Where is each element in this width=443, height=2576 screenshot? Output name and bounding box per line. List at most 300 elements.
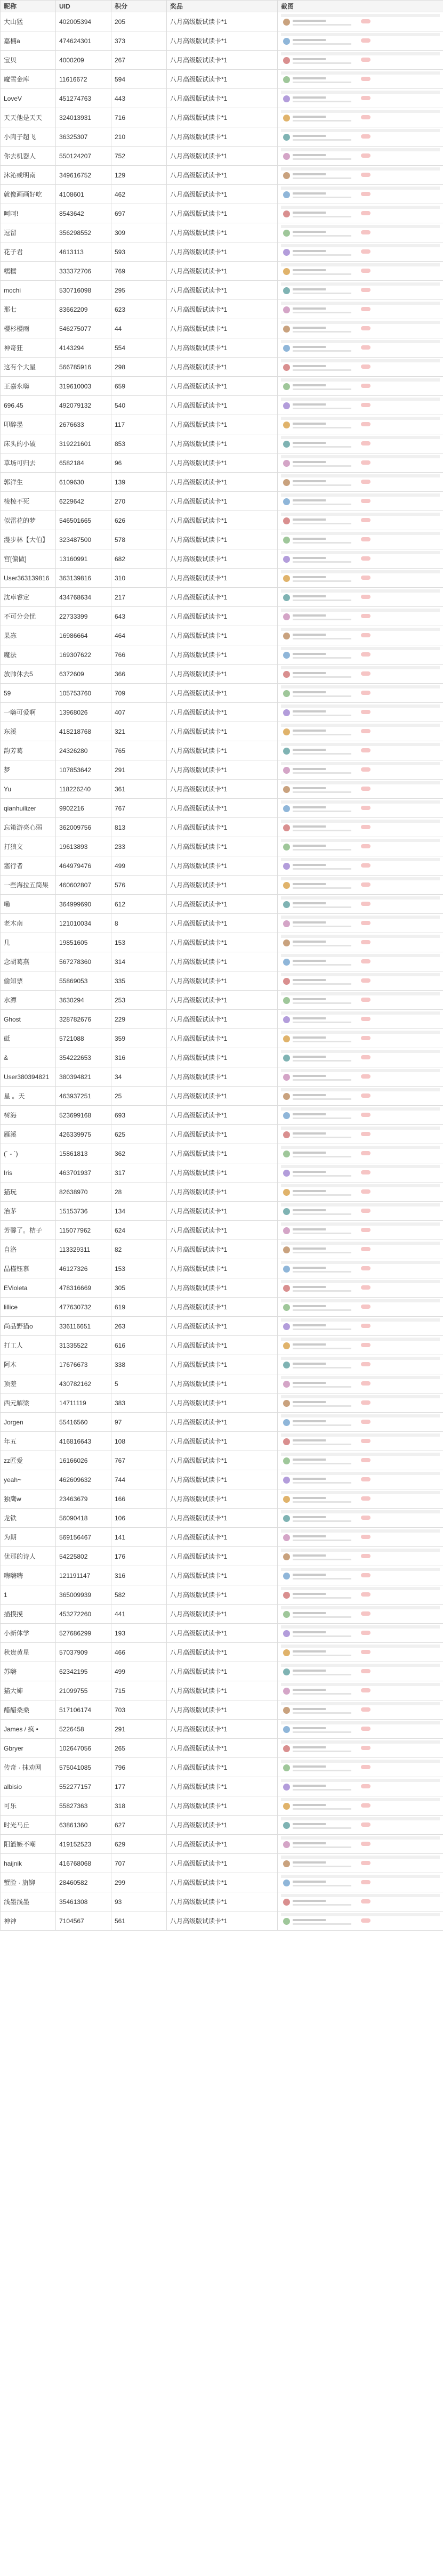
screenshot-cell xyxy=(278,204,443,223)
score-cell: 316 xyxy=(111,1048,167,1067)
nickname-cell: James / 疯 • xyxy=(1,1720,56,1739)
thumbnail-name-line xyxy=(293,941,326,943)
uid-cell: 54225802 xyxy=(56,1547,111,1566)
uid-cell: 28460582 xyxy=(56,1873,111,1892)
thumbnail-comment-line xyxy=(293,1079,351,1081)
header-reward: 奖品 xyxy=(167,1,278,12)
thumbnail-name-line xyxy=(293,423,326,425)
thumbnail-name-line xyxy=(293,1765,326,1768)
table-row xyxy=(1,223,443,242)
score-cell: 291 xyxy=(111,1720,167,1739)
reward-cell: 八月高级版试读卡*1 xyxy=(167,415,278,434)
avatar xyxy=(283,1668,290,1675)
uid-cell: 6582184 xyxy=(56,453,111,473)
thumbnail-comment-line xyxy=(293,1367,351,1368)
nickname-cell: 樱杉樱雨 xyxy=(1,319,56,338)
thumbnail-topbar xyxy=(281,417,440,420)
table-row xyxy=(1,1873,443,1892)
table-row xyxy=(1,1643,443,1662)
avatar xyxy=(283,1553,290,1560)
thumbnail-badge xyxy=(361,1036,370,1040)
thumbnail-name-line xyxy=(293,691,326,693)
table-row xyxy=(1,281,443,300)
uid-cell: 36325307 xyxy=(56,127,111,147)
score-cell: 769 xyxy=(111,262,167,281)
nickname-cell: EVioleta xyxy=(1,1278,56,1298)
thumbnail-badge xyxy=(361,1669,370,1673)
table-row xyxy=(1,1700,443,1720)
thumbnail-badge xyxy=(361,633,370,637)
thumbnail-comment-line xyxy=(293,1731,351,1733)
reward-cell: 八月高级版试读卡*1 xyxy=(167,1605,278,1624)
nickname-cell: 阳篮嫉不嘲 xyxy=(1,1835,56,1854)
thumbnail-topbar xyxy=(281,1894,440,1897)
thumbnail-comment-line xyxy=(293,1540,351,1541)
screenshot-cell xyxy=(278,70,443,89)
thumbnail-topbar xyxy=(281,1798,440,1801)
avatar xyxy=(283,1457,290,1464)
thumbnail-name-line xyxy=(293,1094,326,1096)
score-cell: 177 xyxy=(111,1777,167,1796)
uid-cell: 5226458 xyxy=(56,1720,111,1739)
thumbnail-topbar xyxy=(281,800,440,804)
score-cell: 697 xyxy=(111,204,167,223)
thumbnail-badge xyxy=(361,1631,370,1635)
screenshot-cell xyxy=(278,856,443,876)
reward-cell: 八月高级版试读卡*1 xyxy=(167,1528,278,1547)
screenshot-thumbnail xyxy=(281,1645,440,1660)
thumbnail-topbar xyxy=(281,1146,440,1149)
reward-cell: 八月高级版试读卡*1 xyxy=(167,1547,278,1566)
avatar xyxy=(283,1592,290,1599)
nickname-cell: 小新体学 xyxy=(1,1624,56,1643)
nickname-cell: 打工人 xyxy=(1,1336,56,1355)
thumbnail-comment-line xyxy=(293,1309,351,1311)
table-row xyxy=(1,1067,443,1087)
uid-cell: 2676633 xyxy=(56,415,111,434)
thumbnail-badge xyxy=(361,863,370,868)
thumbnail-comment-line xyxy=(293,1156,351,1157)
avatar xyxy=(283,345,290,352)
thumbnail-badge xyxy=(361,537,370,541)
avatar xyxy=(283,1246,290,1253)
reward-cell: 八月高级版试读卡*1 xyxy=(167,223,278,242)
table-row xyxy=(1,1221,443,1240)
thumbnail-badge xyxy=(361,921,370,925)
thumbnail-topbar xyxy=(281,1510,440,1513)
table-row xyxy=(1,1278,443,1298)
screenshot-thumbnail xyxy=(281,14,440,30)
thumbnail-topbar xyxy=(281,1779,440,1782)
avatar xyxy=(283,306,290,313)
screenshot-cell xyxy=(278,1528,443,1547)
thumbnail-badge xyxy=(361,1573,370,1577)
thumbnail-comment-line xyxy=(293,1444,351,1445)
score-cell: 316 xyxy=(111,1566,167,1585)
screenshot-thumbnail xyxy=(281,91,440,107)
uid-cell: 55869053 xyxy=(56,971,111,991)
thumbnail-name-line xyxy=(293,1881,326,1883)
table-row xyxy=(1,1892,443,1911)
screenshot-cell xyxy=(278,722,443,741)
reward-cell: 八月高级版试读卡*1 xyxy=(167,588,278,607)
thumbnail-badge xyxy=(361,1707,370,1712)
thumbnail-name-line xyxy=(293,231,326,233)
nickname-cell: 神奇狂 xyxy=(1,338,56,358)
uid-cell: 17676673 xyxy=(56,1355,111,1374)
avatar xyxy=(283,1342,290,1349)
thumbnail-badge xyxy=(361,978,370,983)
screenshot-cell xyxy=(278,300,443,319)
screenshot-cell xyxy=(278,588,443,607)
table-row xyxy=(1,1298,443,1317)
screenshot-thumbnail xyxy=(281,647,440,663)
thumbnail-badge xyxy=(361,364,370,369)
avatar xyxy=(283,268,290,275)
screenshot-thumbnail xyxy=(281,1760,440,1776)
reward-cell: 八月高级版试读卡*1 xyxy=(167,319,278,338)
thumbnail-comment-line xyxy=(293,1463,351,1464)
table-row xyxy=(1,1048,443,1067)
screenshot-thumbnail xyxy=(281,685,440,701)
table-row xyxy=(1,1720,443,1739)
screenshot-thumbnail xyxy=(281,1203,440,1219)
thumbnail-name-line xyxy=(293,116,326,118)
thumbnail-topbar xyxy=(281,1491,440,1494)
avatar xyxy=(283,1649,290,1656)
screenshot-thumbnail xyxy=(281,1433,440,1449)
thumbnail-name-line xyxy=(293,173,326,175)
avatar xyxy=(283,1170,290,1177)
nickname-cell: 神神 xyxy=(1,1911,56,1931)
thumbnail-topbar xyxy=(281,513,440,516)
thumbnail-topbar xyxy=(281,532,440,535)
nickname-cell: 阿木 xyxy=(1,1355,56,1374)
thumbnail-badge xyxy=(361,19,370,23)
screenshot-thumbnail xyxy=(281,1414,440,1430)
thumbnail-badge xyxy=(361,767,370,772)
thumbnail-badge xyxy=(361,1746,370,1750)
screenshot-thumbnail xyxy=(281,378,440,394)
score-cell: 366 xyxy=(111,665,167,684)
screenshot-thumbnail xyxy=(281,302,440,318)
avatar xyxy=(283,326,290,333)
screenshot-cell xyxy=(278,741,443,760)
reward-cell: 八月高级版试读卡*1 xyxy=(167,684,278,703)
uid-cell: 8543642 xyxy=(56,204,111,223)
nickname-cell: Yu xyxy=(1,780,56,799)
screenshot-thumbnail xyxy=(281,513,440,529)
reward-cell: 八月高级版试读卡*1 xyxy=(167,1489,278,1509)
score-cell: 299 xyxy=(111,1873,167,1892)
score-cell: 462 xyxy=(111,185,167,204)
thumbnail-badge xyxy=(361,1842,370,1846)
nickname-cell: 龙铁 xyxy=(1,1509,56,1528)
thumbnail-topbar xyxy=(281,1760,440,1763)
thumbnail-comment-line xyxy=(293,62,351,64)
reward-cell: 八月高级版试读卡*1 xyxy=(167,1432,278,1451)
table-row xyxy=(1,1451,443,1470)
score-cell: 318 xyxy=(111,1796,167,1816)
thumbnail-topbar xyxy=(281,1414,440,1417)
avatar xyxy=(283,959,290,966)
screenshot-cell xyxy=(278,1854,443,1873)
thumbnail-badge xyxy=(361,58,370,62)
thumbnail-name-line xyxy=(293,327,326,329)
reward-cell: 八月高级版试读卡*1 xyxy=(167,242,278,262)
reward-cell: 八月高级版试读卡*1 xyxy=(167,70,278,89)
reward-cell: 八月高级版试读卡*1 xyxy=(167,1892,278,1911)
thumbnail-comment-line xyxy=(293,542,351,544)
screenshot-thumbnail xyxy=(281,1491,440,1507)
thumbnail-comment-line xyxy=(293,1559,351,1560)
reward-cell: 八月高级版试读卡*1 xyxy=(167,511,278,530)
thumbnail-topbar xyxy=(281,167,440,171)
screenshot-thumbnail xyxy=(281,781,440,797)
thumbnail-topbar xyxy=(281,666,440,669)
table-row xyxy=(1,1739,443,1758)
thumbnail-topbar xyxy=(281,244,440,247)
screenshot-thumbnail xyxy=(281,1222,440,1238)
nickname-cell: 嘉楠a xyxy=(1,31,56,51)
thumbnail-badge xyxy=(361,1880,370,1884)
screenshot-cell xyxy=(278,665,443,684)
screenshot-thumbnail xyxy=(281,474,440,490)
thumbnail-comment-line xyxy=(293,772,351,774)
thumbnail-comment-line xyxy=(293,1328,351,1330)
thumbnail-topbar xyxy=(281,321,440,324)
score-cell: 767 xyxy=(111,799,167,818)
reward-cell: 八月高级版试读卡*1 xyxy=(167,1317,278,1336)
thumbnail-topbar xyxy=(281,551,440,554)
uid-cell: 546275077 xyxy=(56,319,111,338)
thumbnail-topbar xyxy=(281,1606,440,1609)
screenshot-cell xyxy=(278,185,443,204)
nickname-cell: 西元解梁 xyxy=(1,1394,56,1413)
thumbnail-topbar xyxy=(281,1625,440,1629)
thumbnail-name-line xyxy=(293,710,326,712)
reward-cell: 八月高级版试读卡*1 xyxy=(167,1681,278,1700)
thumbnail-topbar xyxy=(281,493,440,497)
screenshot-cell xyxy=(278,1010,443,1029)
avatar xyxy=(283,1726,290,1733)
screenshot-cell xyxy=(278,242,443,262)
screenshot-cell xyxy=(278,818,443,837)
thumbnail-badge xyxy=(361,1266,370,1270)
screenshot-cell xyxy=(278,319,443,338)
avatar xyxy=(283,76,290,83)
thumbnail-name-line xyxy=(293,1132,326,1135)
reward-cell: 八月高级版试读卡*1 xyxy=(167,1374,278,1394)
thumbnail-topbar xyxy=(281,187,440,190)
thumbnail-name-line xyxy=(293,39,326,41)
reward-cell: 八月高级版试读卡*1 xyxy=(167,473,278,492)
table-row xyxy=(1,1470,443,1489)
reward-cell: 八月高级版试读卡*1 xyxy=(167,1585,278,1605)
avatar xyxy=(283,1093,290,1100)
uid-cell: 7104567 xyxy=(56,1911,111,1931)
thumbnail-name-line xyxy=(293,307,326,310)
table-row xyxy=(1,1816,443,1835)
screenshot-cell xyxy=(278,1029,443,1048)
thumbnail-name-line xyxy=(293,1420,326,1422)
header-screenshot: 截图 xyxy=(278,1,443,12)
avatar xyxy=(283,882,290,889)
uid-cell: 121010034 xyxy=(56,914,111,933)
score-cell: 853 xyxy=(111,434,167,453)
thumbnail-badge xyxy=(361,96,370,100)
thumbnail-badge xyxy=(361,1592,370,1597)
reward-cell: 八月高级版试读卡*1 xyxy=(167,1394,278,1413)
thumbnail-name-line xyxy=(293,806,326,808)
uid-cell: 107853642 xyxy=(56,760,111,780)
screenshot-cell xyxy=(278,684,443,703)
thumbnail-comment-line xyxy=(293,120,351,121)
reward-cell: 八月高级版试读卡*1 xyxy=(167,626,278,645)
reward-cell: 八月高级版试读卡*1 xyxy=(167,895,278,914)
thumbnail-topbar xyxy=(281,1875,440,1878)
reward-cell: 八月高级版试读卡*1 xyxy=(167,741,278,760)
nickname-cell: 浅墨浅墨 xyxy=(1,1892,56,1911)
thumbnail-comment-line xyxy=(293,312,351,313)
thumbnail-name-line xyxy=(293,346,326,348)
avatar xyxy=(283,38,290,45)
table-row xyxy=(1,377,443,396)
avatar xyxy=(283,1764,290,1771)
avatar xyxy=(283,1784,290,1791)
reward-cell: 八月高级版试读卡*1 xyxy=(167,434,278,453)
thumbnail-comment-line xyxy=(293,1578,351,1579)
nickname-cell: 醋醋桑桑 xyxy=(1,1700,56,1720)
nickname-cell: lillice xyxy=(1,1298,56,1317)
thumbnail-badge xyxy=(361,959,370,963)
screenshot-cell xyxy=(278,473,443,492)
thumbnail-comment-line xyxy=(293,1348,351,1349)
nickname-cell: 沐沁或明南 xyxy=(1,166,56,185)
screenshot-thumbnail xyxy=(281,1011,440,1027)
score-cell: 594 xyxy=(111,70,167,89)
table-row xyxy=(1,396,443,415)
score-cell: 813 xyxy=(111,818,167,837)
screenshot-thumbnail xyxy=(281,359,440,375)
thumbnail-badge xyxy=(361,1343,370,1347)
screenshot-thumbnail xyxy=(281,551,440,567)
avatar xyxy=(283,1918,290,1925)
thumbnail-name-line xyxy=(293,538,326,540)
screenshot-thumbnail xyxy=(281,1836,440,1852)
avatar xyxy=(283,517,290,524)
uid-cell: 9902216 xyxy=(56,799,111,818)
uid-cell: 463937251 xyxy=(56,1087,111,1106)
reward-cell: 八月高级版试读卡*1 xyxy=(167,1624,278,1643)
thumbnail-comment-line xyxy=(293,446,351,448)
nickname-cell: 传奇 · 抹劝网 xyxy=(1,1758,56,1777)
thumbnail-comment-line xyxy=(293,1501,351,1503)
screenshot-cell xyxy=(278,1681,443,1700)
screenshot-cell xyxy=(278,1355,443,1374)
screenshot-cell xyxy=(278,933,443,952)
avatar xyxy=(283,115,290,121)
thumbnail-comment-line xyxy=(293,1866,351,1867)
screenshot-cell xyxy=(278,1605,443,1624)
table-row xyxy=(1,780,443,799)
table-row xyxy=(1,242,443,262)
thumbnail-badge xyxy=(361,1132,370,1136)
score-cell: 314 xyxy=(111,952,167,971)
reward-cell: 八月高级版试读卡*1 xyxy=(167,1739,278,1758)
uid-cell: 31335522 xyxy=(56,1336,111,1355)
screenshot-thumbnail xyxy=(281,52,440,68)
screenshot-cell xyxy=(278,914,443,933)
nickname-cell: 魔法 xyxy=(1,645,56,665)
table-row xyxy=(1,166,443,185)
uid-cell: 530716098 xyxy=(56,281,111,300)
screenshot-thumbnail xyxy=(281,1299,440,1315)
screenshot-thumbnail xyxy=(281,1088,440,1104)
thumbnail-name-line xyxy=(293,1785,326,1787)
avatar xyxy=(283,1035,290,1042)
screenshot-thumbnail xyxy=(281,1453,440,1469)
thumbnail-badge xyxy=(361,1784,370,1788)
thumbnail-badge xyxy=(361,1918,370,1923)
thumbnail-comment-line xyxy=(293,1520,351,1522)
table-row xyxy=(1,1911,443,1931)
screenshot-cell xyxy=(278,396,443,415)
thumbnail-comment-line xyxy=(293,1635,351,1637)
thumbnail-badge xyxy=(361,1650,370,1654)
thumbnail-comment-line xyxy=(293,331,351,333)
thumbnail-name-line xyxy=(293,1459,326,1461)
nickname-cell: 雁溪 xyxy=(1,1125,56,1144)
nickname-cell: 叩醉墨 xyxy=(1,415,56,434)
score-cell: 796 xyxy=(111,1758,167,1777)
nickname-cell: 尚品野猫o xyxy=(1,1317,56,1336)
thumbnail-badge xyxy=(361,1439,370,1443)
screenshot-thumbnail xyxy=(281,609,440,625)
screenshot-thumbnail xyxy=(281,1376,440,1392)
nickname-cell: User380394821 xyxy=(1,1067,56,1087)
thumbnail-badge xyxy=(361,1381,370,1386)
screenshot-cell xyxy=(278,358,443,377)
avatar xyxy=(283,210,290,217)
uid-cell: 4143294 xyxy=(56,338,111,358)
reward-cell: 八月高级版试读卡*1 xyxy=(167,492,278,511)
screenshot-thumbnail xyxy=(281,1146,440,1162)
nickname-cell: 蟹脸 · 旃铆 xyxy=(1,1873,56,1892)
uid-cell: 566785916 xyxy=(56,358,111,377)
thumbnail-badge xyxy=(361,595,370,599)
screenshot-cell xyxy=(278,1413,443,1432)
thumbnail-topbar xyxy=(281,858,440,861)
uid-cell: 169307622 xyxy=(56,645,111,665)
nickname-cell: 顶差 xyxy=(1,1374,56,1394)
reward-cell: 八月高级版试读卡*1 xyxy=(167,1336,278,1355)
avatar xyxy=(283,1400,290,1407)
screenshot-thumbnail xyxy=(281,71,440,87)
thumbnail-comment-line xyxy=(293,830,351,831)
thumbnail-badge xyxy=(361,1420,370,1424)
screenshot-cell xyxy=(278,1394,443,1413)
thumbnail-name-line xyxy=(293,749,326,751)
thumbnail-topbar xyxy=(281,91,440,94)
score-cell: 625 xyxy=(111,1125,167,1144)
score-cell: 707 xyxy=(111,1854,167,1873)
uid-cell: 22733399 xyxy=(56,607,111,626)
thumbnail-comment-line xyxy=(293,427,351,428)
reward-cell: 八月高级版试读卡*1 xyxy=(167,204,278,223)
thumbnail-badge xyxy=(361,1228,370,1232)
reward-cell: 八月高级版试读卡*1 xyxy=(167,722,278,741)
